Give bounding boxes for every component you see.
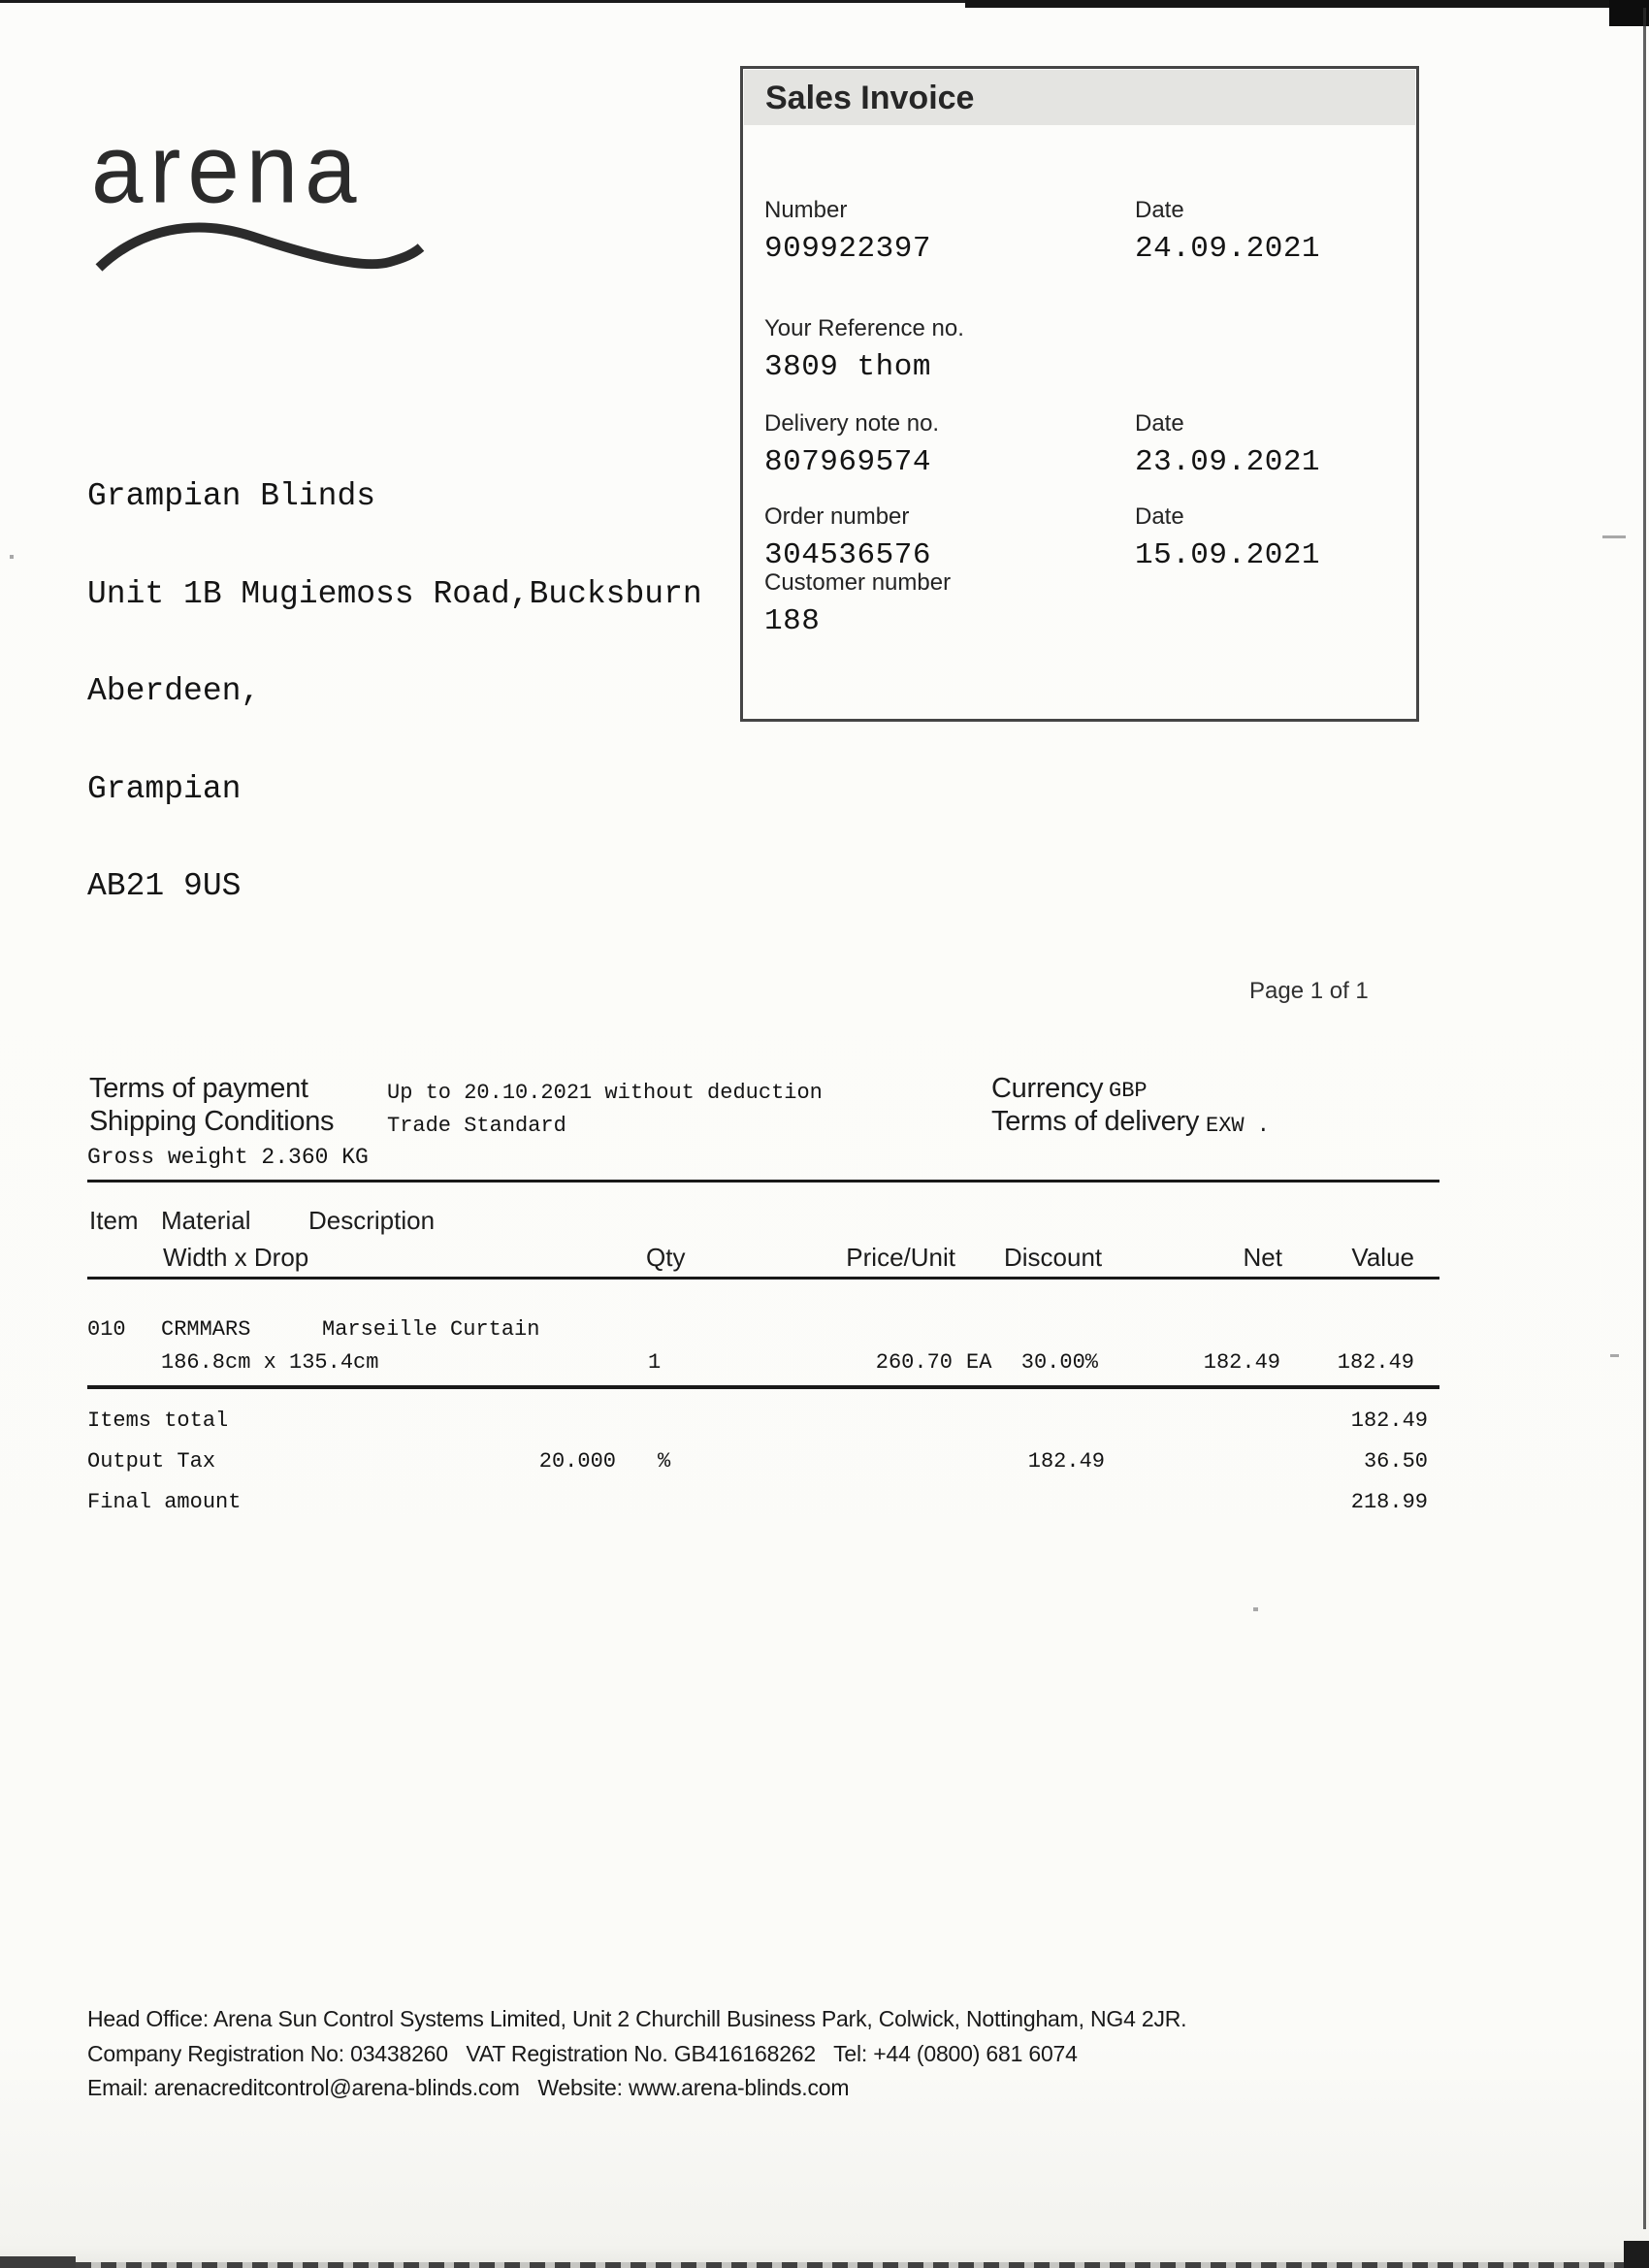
invoice-details-box [740, 66, 1419, 722]
arena-logo-wordmark: arena [91, 115, 364, 224]
item-row-price-unit: 260.70 [875, 1350, 953, 1375]
recipient-address-line: AB21 9US [87, 868, 242, 904]
output-tax-amount: 36.50 [1363, 1449, 1428, 1474]
table-rule-top [87, 1180, 1439, 1183]
invoice-number-label: Number [764, 197, 848, 223]
scan-artifact-bottom-left-block [0, 2256, 76, 2268]
output-tax-label: Output Tax [87, 1449, 216, 1474]
item-row-qty: 1 [648, 1350, 662, 1375]
item-row-dimensions: 186.8cm x 135.4cm [161, 1350, 379, 1375]
item-row-discount: 30.00% [1020, 1350, 1098, 1375]
table-rule-items [87, 1385, 1439, 1389]
terms-of-payment-value: Up to 20.10.2021 without deduction [387, 1081, 823, 1105]
recipient-address-line: Grampian Blinds [87, 478, 376, 514]
col-header-item: Item [89, 1206, 139, 1235]
item-row-description: Marseille Curtain [322, 1317, 540, 1342]
table-rule-header [87, 1277, 1439, 1280]
footer-registration: Company Registration No: 03438260 VAT Registration No. GB416168262 Tel: +44 (0800) 681 6074 [87, 2041, 1078, 2066]
items-total-value: 182.49 [1350, 1409, 1428, 1433]
order-date-label: Date [1135, 503, 1184, 530]
scan-artifact-bottom-right-block [1624, 2241, 1649, 2268]
invoice-date-label: Date [1135, 197, 1184, 223]
col-header-qty: Qty [646, 1243, 686, 1272]
output-tax-percent-sign: % [658, 1449, 671, 1474]
scan-speck [10, 555, 14, 559]
output-tax-rate: 20.000 [538, 1449, 616, 1474]
recipient-address-line: Unit 1B Mugiemoss Road,Bucksburn [87, 575, 702, 612]
output-tax-base: 182.49 [1027, 1449, 1105, 1474]
arena-logo-swoosh-icon [93, 215, 428, 279]
item-row-number: 010 [87, 1317, 126, 1342]
scan-speck [1610, 1354, 1619, 1357]
arena-logo [91, 114, 440, 279]
customer-number-label: Customer number [764, 569, 952, 596]
scan-speck [1602, 535, 1626, 538]
recipient-address [87, 415, 702, 968]
shipping-conditions-label: Shipping Conditions [89, 1106, 335, 1137]
item-row-unit: EA [966, 1350, 992, 1375]
page-indicator: Page 1 of 1 [1249, 978, 1369, 1004]
invoice-number: 909922397 [764, 232, 931, 266]
col-header-price-unit: Price/Unit [846, 1243, 955, 1272]
final-amount-value: 218.99 [1350, 1490, 1428, 1514]
gross-weight: Gross weight 2.360 KG [87, 1145, 369, 1170]
currency-value: GBP [1109, 1079, 1148, 1103]
delivery-note-date: 23.09.2021 [1135, 445, 1321, 479]
scan-artifact-bottom-band [0, 2262, 1649, 2268]
order-number: 304536576 [764, 538, 931, 572]
item-row-value: 182.49 [1337, 1350, 1414, 1375]
col-header-description: Description [308, 1206, 436, 1235]
scan-artifact-right-edge-line [1643, 8, 1646, 2229]
col-header-width-x-drop: Width x Drop [163, 1243, 309, 1272]
scan-artifact-top-line-thick [965, 0, 1613, 8]
delivery-note-label: Delivery note no. [764, 410, 940, 437]
col-header-discount: Discount [1004, 1243, 1103, 1272]
order-number-label: Order number [764, 503, 910, 530]
recipient-address-line: Grampian [87, 770, 242, 807]
invoice-title-bar [744, 70, 1415, 125]
order-date: 15.09.2021 [1135, 538, 1321, 572]
col-header-material: Material [161, 1206, 251, 1235]
terms-of-delivery-label: Terms of delivery [991, 1106, 1200, 1137]
delivery-note-number: 807969574 [764, 445, 931, 479]
item-row-net: 182.49 [1203, 1350, 1280, 1375]
scan-speck [1253, 1607, 1258, 1611]
shipping-conditions-value: Trade Standard [387, 1114, 566, 1138]
final-amount-label: Final amount [87, 1490, 242, 1514]
footer-head-office: Head Office: Arena Sun Control Systems Limited, Unit 2 Churchill Business Park, Colwick, Nottingham, NG4 2JR. [87, 2006, 1187, 2031]
reference-label: Your Reference no. [764, 315, 964, 341]
reference-number: 3809 thom [764, 350, 931, 384]
footer-contact: Email: arenacreditcontrol@arena-blinds.com Website: www.arena-blinds.com [87, 2075, 850, 2100]
item-row-material: CRMMARS [161, 1317, 251, 1342]
recipient-address-line: Aberdeen, [87, 673, 261, 709]
terms-of-payment-label: Terms of payment [89, 1073, 308, 1104]
terms-of-delivery-value: EXW . [1206, 1114, 1271, 1138]
invoice-title: Sales Invoice [765, 80, 975, 116]
col-header-value: Value [1351, 1243, 1414, 1272]
currency-label: Currency [991, 1073, 1104, 1104]
col-header-net: Net [1243, 1243, 1282, 1272]
customer-number: 188 [764, 604, 821, 638]
invoice-date: 24.09.2021 [1135, 232, 1321, 266]
items-total-label: Items total [87, 1409, 229, 1433]
delivery-note-date-label: Date [1135, 410, 1184, 437]
